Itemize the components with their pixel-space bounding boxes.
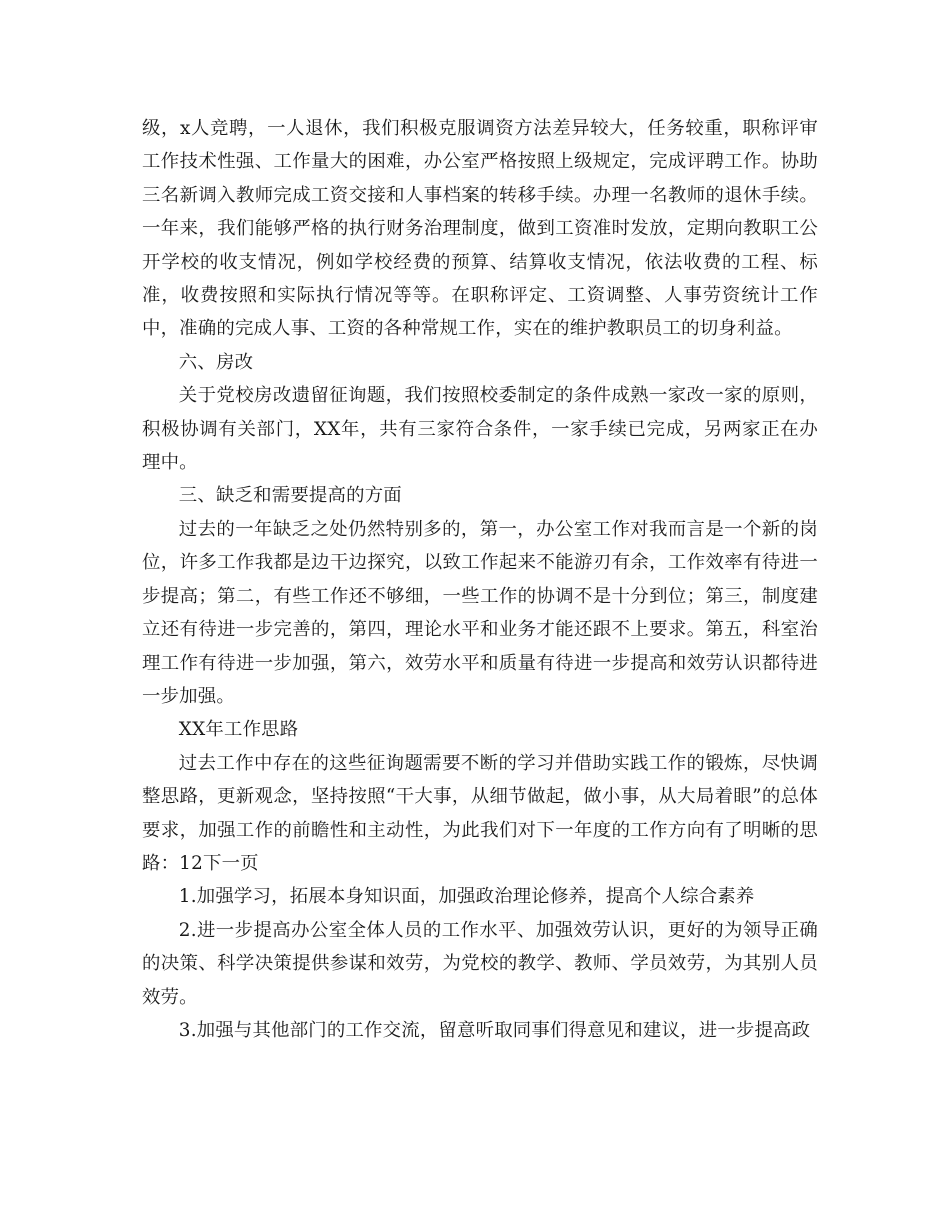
- paragraph-shortcomings: 过去的一年缺乏之处仍然特别多的，第一，办公室工作对我而言是一个新的岗位，许多工作我都是边干边探究，以致工作起来不能游刃有余，工作效率有待进一步提高；第二，有些工作还不够细，一些工作的协调不是十分到位；第三，制度建立还有待进一步完善的，第四，理论水平和业务才能还跟不上要求。第五，科室治理工作有待进一步加强，第六，效劳水平和质量有待进一步提高和效劳认识都待进一步加强。: [142, 518, 818, 707]
- list-item-2: 2.进一步提高办公室全体人员的工作水平、加强效劳认识，更好的为领导正确的决策、科学决策提供参谋和效劳，为党校的教学、教师、学员效劳，为其别人员效劳。: [142, 919, 818, 1008]
- document-page: [142, 112, 818, 1047]
- list-item-3: 3.加强与其他部门的工作交流，留意听取同事们得意见和建议，进一步提高政: [178, 1019, 811, 1041]
- heading-housing-reform: 六、房改: [178, 351, 254, 373]
- heading-work-plan: XX年工作思路: [178, 719, 299, 741]
- heading-shortcomings: 三、缺乏和需要提高的方面: [178, 485, 402, 507]
- paragraph-work-plan: 过去工作中存在的这些征询题需要不断的学习并借助实践工作的锻炼，尽快调整思路，更新观念，坚持按照“干大事，从细节做起，做小事，从大局着眼”的总体要求，加强工作的前瞻性和主动性，为此我们对下一年度的工作方向有了明晰的思路：12下一页: [142, 752, 818, 874]
- paragraph-staffing-finance: 级，x人竞聘，一人退休，我们积极克服调资方法差异较大，任务较重，职称评审工作技术性强、工作量大的困难，办公室严格按照上级规定，完成评聘工作。协助三名新调入教师完成工资交接和人事档案的转移手续。办理一名教师的退休手续。一年来，我们能够严格的执行财务治理制度，做到工资准时发放，定期向教职工公开学校的收支情况，例如学校经费的预算、结算收支情况，依法收费的工程、标准，收费按照和实际执行情况等等。在职称评定、工资调整、人事劳资统计工作中，准确的完成人事、工资的各种常规工作，实在的维护教职员工的切身利益。: [142, 118, 818, 340]
- paragraph-housing-reform: 关于党校房改遗留征询题，我们按照校委制定的条件成熟一家改一家的原则，积极协调有关部门，XX年，共有三家符合条件，一家手续已完成，另两家正在办理中。: [142, 385, 818, 474]
- list-item-1: 1.加强学习，拓展本身知识面，加强政治理论修养，提高个人综合素养: [178, 886, 755, 908]
